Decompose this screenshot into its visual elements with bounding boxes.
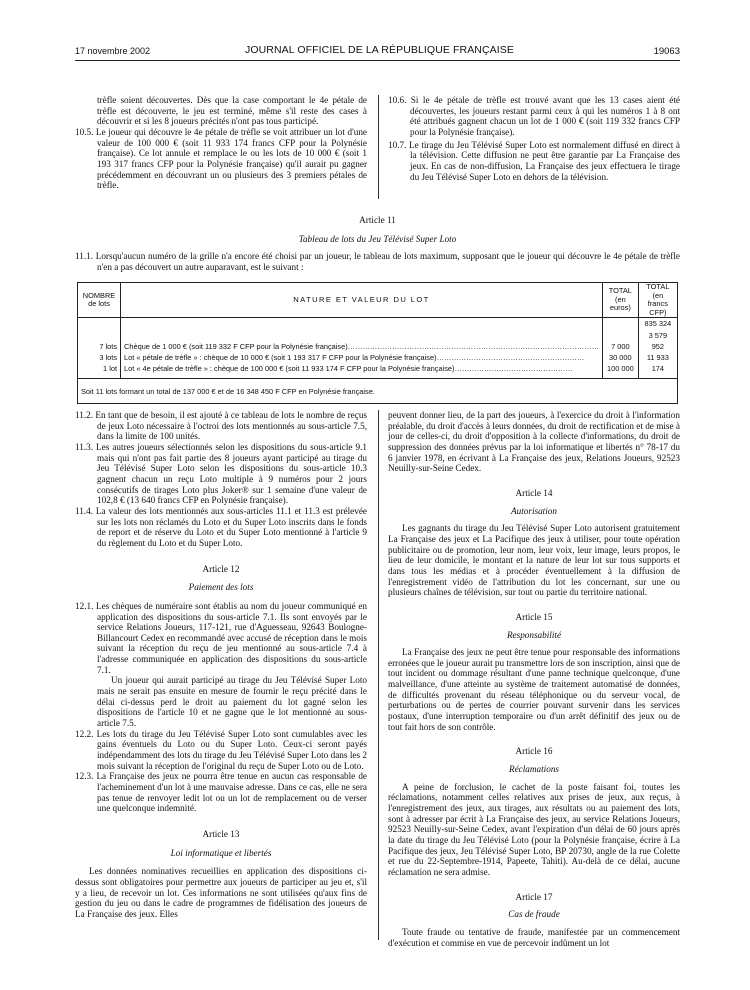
paragraph-11-3: 11.3. Les autres joueurs sélectionnés selon les dispositions du sous-article 9.1 mais qui n'ont pas fait partie des 8 joueurs ayant participé au tirage du Jeu Télévisé Super Loto selon les dispositions du sous-article 10.3 gagnent chacun un reçu Loto multiple à 9 numéros pour 2 jours consécutifs de tirages Loto plus Joker® sur 1 semaine d'une valeur de 102,8 € (13 640 francs CFP en Polynésie française). <box>75 441 367 506</box>
paragraph-11-2: 11.2. En tant que de besoin, il est ajouté à ce tableau de lots le nombre de reçus de jeux Loto nécessaire à l'octroi des lots mentionnés au sous-article 7.5, dans la limite de 100 unités. <box>75 410 367 442</box>
row-nombre: 1 lot <box>103 364 118 374</box>
header-rule <box>75 60 680 61</box>
lower-right-column <box>388 410 680 948</box>
cell-total-euros <box>602 318 638 379</box>
col-header-total-euros: TOTAL (en euros) <box>602 283 638 318</box>
row-nature: Lot « 4e pétale de trèfle » : chèque de 100 000 € (soit 11 933 174 F CFP pour la Polynésie française)………………………………………… <box>124 364 573 374</box>
cell-total-cfp <box>638 318 677 379</box>
paragraph-10-6: 10.6. Si le 4e pétale de trèfle est trouvé avant que les 13 cases aient été découvertes, les joueurs restant parmi ceux à qui les numéros 1 à 8 ont été attribués gagnent chacun un lot de 1 000 € (soit 119 332 francs CFP pour la Polynésie française). <box>388 95 680 137</box>
article-17-heading: Article 17 <box>515 891 553 902</box>
row-total-euros: 100 000 <box>606 364 634 374</box>
column-divider-lower <box>378 410 379 940</box>
paragraph-12-3: 12.3. La Française des jeux ne pourra être tenue en aucun cas responsable de l'acheminement d'un lot à une mauvaise adresse. Dans ce cas, elle ne sera pas tenue de renvoyer ledit lot ou un lot de remplacement ou de verser une quelconque indemnité. <box>75 771 367 814</box>
row-total-cfp: 11 933 174 <box>646 352 669 374</box>
row-nombre: 3 lots <box>99 352 118 362</box>
header-journal-title: JOURNAL OFFICIEL DE LA RÉPUBLIQUE FRANÇAISE <box>245 44 514 56</box>
table-footer: Soit 11 lots formant un total de 137 000 € et de 16 348 450 F CFP en Polynésie française. <box>78 379 678 404</box>
paragraph-11-4: 11.4. La valeur des lots mentionnés aux sous-articles 11.1 et 11.3 est prélevée sur les lots non réclamés du Loto et du Super Loto inscrits dans le fonds de report et de réserve du Loto et du Super Loto mentionné à l'article 9 du règlement du Loto et du Super Loto. <box>75 505 367 548</box>
paragraph-12-1-b: Un joueur qui aurait participé au tirage du Jeu Télévisé Super Loto mais ne serait pas ensuite en mesure de fournir le reçu précité dans le délai ci-dessus perd le droit au paiement du lot gagné selon les dispositions de l'article 10 et ne gagne que le lot mentionné au sous-article 7.5. <box>97 675 367 729</box>
article-14-title: Autorisation <box>511 505 557 516</box>
header-date: 17 novembre 2002 <box>75 46 151 56</box>
article-17-title: Cas de fraude <box>508 909 560 920</box>
paragraph-10-5: 10.5. Le joueur qui découvre le 4e pétale de trèfle se voit attribuer un lot d'une valeur de 100 000 € (soit 11 933 174 francs CFP pour la Polynésie française). Ce lot annule et remplace le ou les lots de 10 000 € (soit 1 193 317 francs CFP pour la Polynésie française) qu'il aurait pu gagner précédemment en découvrant un ou plusieurs des 3 premiers pétales de trèfle. <box>75 126 367 191</box>
top-right-column <box>388 95 680 182</box>
article-11-heading: Article 11 <box>359 215 396 225</box>
article-12-title: Paiement des lots <box>188 582 254 593</box>
row-total-euros: 30 000 <box>609 352 632 362</box>
article-13-heading: Article 13 <box>202 828 240 839</box>
paragraph-17: Toute fraude ou tentative de fraude, manifestée par un commencement d'exécution et commise en vue de percevoir indûment un lot <box>388 926 680 948</box>
article-11-intro <box>75 251 680 272</box>
article-13-title: Loi informatique et libertés <box>170 847 272 858</box>
paragraph-15: La Française des jeux ne peut être tenue pour responsable des informations erronées que le joueur aurait pu transmettre lors de son inscription, ainsi que de tout incident ou dommage résultant d'une panne technique quelconque, d'une malveillance, d'une atteinte au système de traitement automatisé de données, de difficultés provenant du réseau téléphonique ou du serveur vocal, de perturbations ou de pertes de courrier pouvant survenir dans les services postaux, d'une interruption temporaire ou d'un arrêt définitif des jeux ou de tout fait hors de son contrôle. <box>388 647 680 732</box>
article-15-heading: Article 15 <box>515 611 553 622</box>
cell-nature <box>121 318 603 379</box>
article-16-title: Réclamations <box>508 764 559 775</box>
col-header-nature: NATURE ET VALEUR DU LOT <box>121 283 603 318</box>
cell-nombre <box>78 318 121 379</box>
col-header-total-cfp: TOTAL (en francs CFP) <box>638 283 677 318</box>
paragraph-16: A peine de forclusion, le cachet de la poste faisant foi, toutes les réclamations, notamment celles relatives aux prises de jeux, aux reçus, à l'enregistrement des jeux, aux tirages, aux résultats ou au paiement des lots, sont à adresser par écrit à La Française des jeux, au service Relations Joueurs, 92523 Neuilly-sur-Seine Cedex, avant l'expiration d'un délai de 60 jours après la date du tirage du Jeu Télévisé Loto (pour la Polynésie française, écrire à La Pacifique des jeux, Jeu Télévisé Super Loto, BP 20730, angle de la rue Colette et rue du 22-Septembre-1914, Papeete, Tahiti). Au-delà de ce délai, aucune réclamation ne sera admise. <box>388 781 680 877</box>
paragraph-12-2: 12.2. Les lots du tirage du Jeu Télévisé Super Loto sont cumulables avec les gains éventuels du Loto ou du Super Loto. Ceux-ci seront payés indépendamment des lots du tirage du Jeu Télévisé Super Loto dans les 2 mois suivant la réception de l'original du reçu de Super Loto ou de Loto. <box>75 728 367 771</box>
article-14-heading: Article 14 <box>515 487 553 498</box>
table-footer-row <box>78 379 678 404</box>
row-total-euros: 7 000 <box>611 341 630 351</box>
lower-left-column <box>75 410 367 920</box>
paragraph-10-4-continued: trèfle soient découvertes. Dès que la case comportant le 4e pétale de trèfle est découverte, le jeu est terminé, même s'il reste des cases à découvrir et si les 8 joueurs précités n'ont pas tous participé. <box>97 95 367 127</box>
paragraph-10-7: 10.7. Le tirage du Jeu Télévisé Super Loto est normalement diffusé en direct à la télévision. Cette diffusion ne peut être garantie par La Française des jeux. En cas de non-diffusion, La Française des jeux effectuera le tirage du Jeu Télévisé Super Loto en dehors de la télévision. <box>388 139 680 182</box>
paragraph-14: Les gagnants du tirage du Jeu Télévisé Super Loto autorisent gratuitement La Française des jeux et La Pacifique des jeux à utiliser, pour toute opération publicitaire ou de promotion, leur nom, leur voix, leur image, leurs propos, le lieu de leur domicile, le montant et la nature de leur lot sur tous supports et dans tous les médias et à procéder éventuellement à la diffusion de l'enregistrement vidéo de l'attribution du lot les concernant, sur une ou plusieurs chaînes de télévision, sur tout ou partie du territoire national. <box>388 523 680 598</box>
row-total-cfp: 3 579 952 <box>648 330 668 351</box>
article-12-heading: Article 12 <box>202 563 240 574</box>
table-header-row <box>78 283 678 318</box>
row-nombre: 7 lots <box>99 341 118 351</box>
row-nature: Chèque de 1 000 € (soit 119 332 F CFP pour la Polynésie française)………………………………………………………………………………………… <box>124 341 599 351</box>
article-16-heading: Article 16 <box>515 746 553 757</box>
paragraph-12-1: 12.1. Les chèques de numéraire sont établis au nom du joueur communiqué en application des dispositions du sous-article 7.1. Ils sont envoyés par le service Relations Joueurs, 117-121, rue d'Aguesseau, 92643 Boulogne-Billancourt Cedex en recommandé avec accusé de réception dans le mois suivant la réception du reçu de jeu mentionné au sous-article 7.4 à l'adresse communiquée en application des dispositions du sous-article 7.1. <box>75 600 367 675</box>
row-total-cfp: 835 324 <box>644 319 672 329</box>
column-divider-top <box>378 95 379 199</box>
paragraph-11-1: 11.1. Lorsqu'aucun numéro de la grille n'a encore été choisi par un joueur, le tableau de lots maximum, supposant que le joueur qui découvre le 4e pétale de trèfle n'en a pas découvert un autre auparavant, est le suivant : <box>75 251 680 272</box>
header-page-number: 19063 <box>653 46 680 57</box>
top-left-column <box>75 95 367 191</box>
paragraph-13-continued: peuvent donner lieu, de la part des joueurs, à l'exercice du droit à l'information préalable, du droit d'accès à leurs données, du droit de rectification et de mise à jour de celles-ci, du droit d'opposition à la collecte d'informations, du droit de suppression des données prévus par la loi informatique et libertés n° 78-17 du 6 janvier 1978, en écrivant à La Française des jeux, Relations Joueurs, 92523 Neuilly-sur-Seine Cedex. <box>388 410 680 474</box>
row-nature: Lot « pétale de trèfle » : chèque de 10 000 € (soit 1 193 317 F CFP pour la Polynésie française)…………………………………………………… <box>124 352 585 362</box>
article-11-title: Tableau de lots du Jeu Télévisé Super Loto <box>298 234 457 244</box>
table-body-row <box>78 318 678 379</box>
page-header <box>75 44 680 60</box>
paragraph-13: Les données nominatives recueillies en application des dispositions ci-dessus sont obligatoires pour permettre aux joueurs de participer au jeu et, s'il y a lieu, de recevoir un lot. Ces informations ne sont utilisées qu'aux fins de gestion du jeu ou dans le cadre de programmes de fidélisation des joueurs de La Française des jeux. Elles <box>75 866 367 919</box>
lots-table <box>77 282 678 404</box>
col-header-nombre: NOMBRE de lots <box>78 283 121 318</box>
article-15-title: Responsabilité <box>506 629 562 640</box>
